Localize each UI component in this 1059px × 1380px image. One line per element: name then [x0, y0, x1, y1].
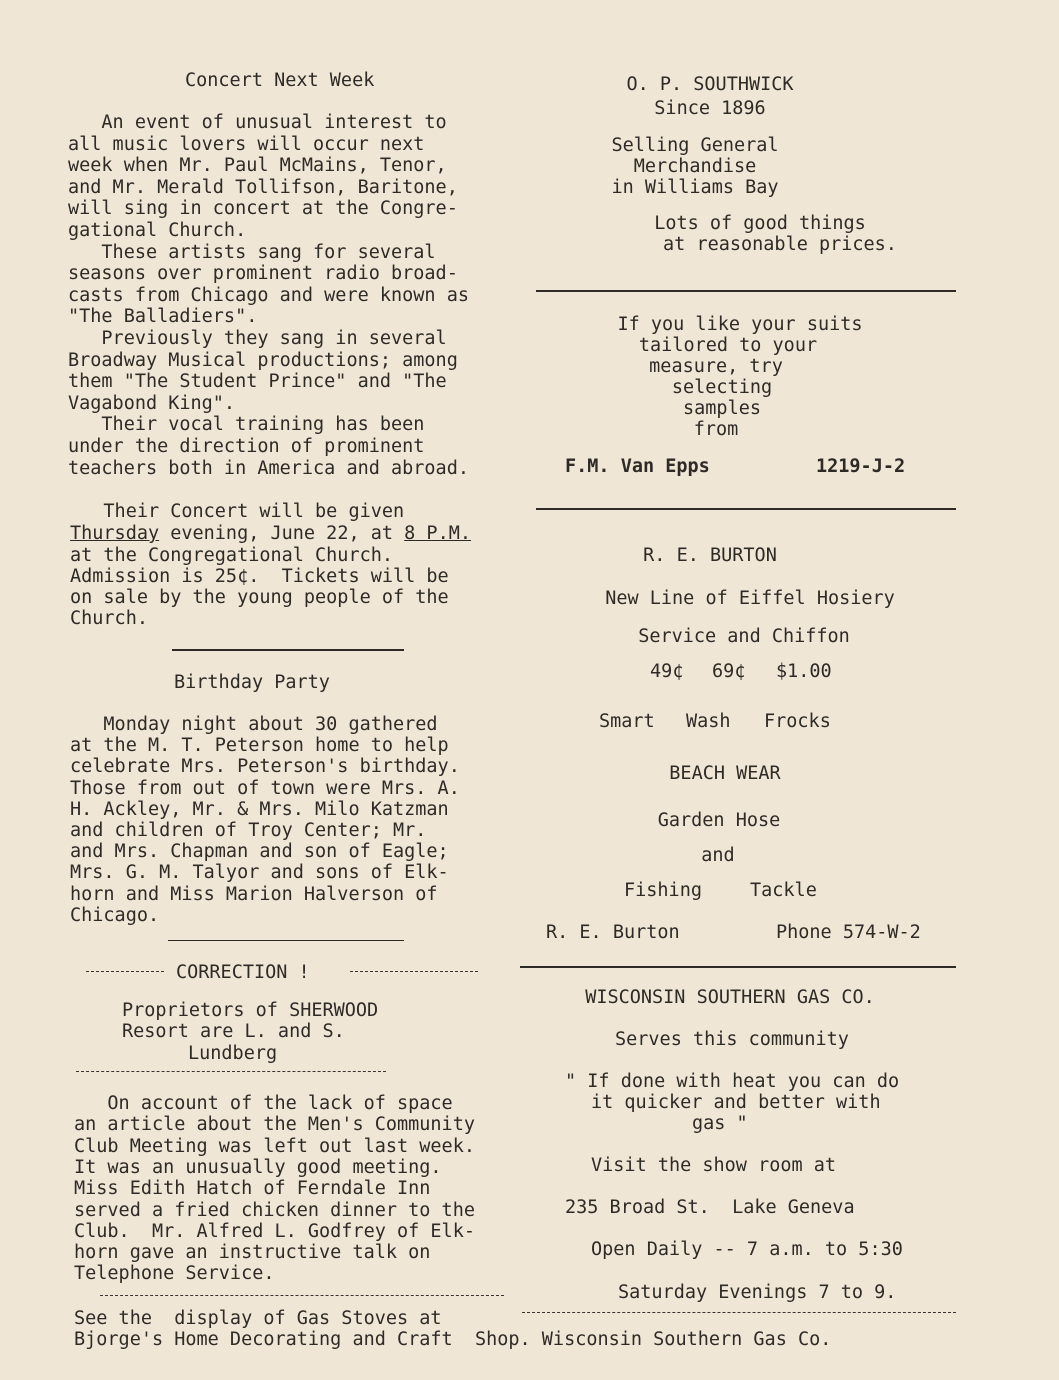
concert-closing-line-4: Admission is 25¢. Tickets will be — [70, 566, 449, 587]
divider — [520, 966, 956, 968]
burton-name: R. E. BURTON — [643, 545, 777, 566]
vanepps-line-5: samples — [683, 398, 761, 419]
concert-line: all music lovers will occur next — [68, 133, 425, 155]
concert-time: 8 P.M. — [404, 523, 471, 544]
burton-frocks-1: Smart — [599, 711, 655, 732]
club-line: Club. Mr. Alfred L. Godfrey of Elk- — [74, 1220, 475, 1242]
divider — [168, 940, 404, 941]
concert-line: gational Church. — [68, 220, 247, 241]
gas-hours: Open Daily -- 7 a.m. to 5:30 — [591, 1239, 903, 1260]
vanepps-line-3: measure, try — [649, 356, 783, 377]
concert-line: These artists sang for several — [68, 241, 436, 263]
southwick-tag-1: Lots of good things — [654, 213, 866, 234]
burton-price-1: 49¢ — [650, 661, 684, 682]
burton-hosiery: New Line of Eiffel Hosiery — [605, 588, 895, 609]
correction-line-3: Lundberg — [188, 1043, 278, 1064]
club-line: an article about the Men's Community — [74, 1114, 475, 1136]
correction-heading: CORRECTION ! — [176, 962, 310, 983]
club-line: It was an unusually good meeting. — [74, 1156, 442, 1178]
gas-quote-3: gas " — [692, 1113, 748, 1134]
dashed-rule — [86, 971, 164, 972]
southwick-since: Since 1896 — [654, 98, 766, 119]
concert-closing-line-2 — [70, 523, 471, 544]
concert-line: and Mr. Merald Tollifson, Baritone, — [68, 176, 458, 198]
dashed-rule — [100, 1295, 504, 1296]
divider — [536, 508, 956, 510]
birthday-line: celebrate Mrs. Peterson's birthday. — [70, 756, 460, 778]
birthday-heading: Birthday Party — [174, 672, 330, 693]
concert-line: "The Balladiers". — [68, 306, 258, 328]
burton-price-3: $1.00 — [776, 661, 832, 682]
birthday-line: Those from out of town were Mrs. A. — [70, 777, 460, 799]
dashed-rule — [350, 971, 478, 972]
concert-line: teachers both in America and abroad. — [68, 457, 469, 479]
birthday-line: Chicago. — [70, 904, 160, 926]
gas-saturday: Saturday Evenings 7 to 9. — [618, 1282, 897, 1303]
birthday-line: Mrs. G. M. Talyor and sons of Elk- — [70, 862, 449, 884]
club-line: served a fried chicken dinner to the — [74, 1199, 475, 1221]
divider — [172, 649, 404, 651]
gas-quote-1: " If done with heat you can do — [565, 1071, 900, 1092]
vanepps-line-6: from — [693, 419, 739, 440]
burton-phone: Phone 574-W-2 — [776, 922, 921, 943]
concert-heading: Concert Next Week — [185, 70, 375, 91]
vanepps-line-4: selecting — [671, 377, 773, 398]
concert-line: Previously they sang in several — [68, 328, 447, 349]
birthday-line: H. Ackley, Mr. & Mrs. Milo Katzman — [70, 798, 449, 820]
vanepps-line-2: tailored to your — [638, 335, 818, 356]
concert-closing-line-1: Their Concert will be given — [70, 501, 405, 522]
burton-fishing-1: Fishing — [624, 880, 702, 901]
club-line: Telephone Service. — [74, 1263, 275, 1285]
burton-and: and — [701, 845, 735, 866]
concert-line: seasons over prominent radio broad- — [68, 263, 458, 285]
birthday-line: horn and Miss Marion Halverson of — [70, 883, 438, 905]
southwick-tag-2: at reasonable prices. — [663, 234, 897, 255]
birthday-line: and Mrs. Chapman and son of Eagle; — [70, 841, 449, 863]
concert-line: Their vocal training has been — [68, 414, 425, 436]
club-line: horn gave an instructive talk on — [74, 1242, 431, 1264]
club-line: Club Meeting was left out last week. — [74, 1135, 475, 1157]
concert-closing-line-5: on sale by the young people of the — [70, 587, 449, 608]
footer-line-1: See the display of Gas Stoves at — [74, 1308, 442, 1329]
footer-line-2: Bjorge's Home Decorating and Craft Shop. Wisconsin Southern Gas Co. — [74, 1329, 832, 1350]
club-line: On account of the lack of space — [74, 1093, 453, 1114]
concert-line: under the direction of prominent — [68, 436, 425, 457]
dashed-rule — [76, 1071, 386, 1072]
concert-date-text: evening, June 22, at — [159, 523, 405, 544]
burton-fishing-2: Tackle — [750, 880, 817, 901]
dashed-rule — [522, 1312, 956, 1313]
concert-line: An event of unusual interest to — [68, 112, 447, 133]
vanepps-line-1: If you like your suits — [617, 314, 863, 335]
burton-beach: BEACH WEAR — [669, 763, 781, 784]
gas-name: WISCONSIN SOUTHERN GAS CO. — [585, 987, 875, 1008]
gas-serves: Serves this community — [615, 1029, 849, 1050]
vanepps-phone: 1219-J-2 — [816, 456, 906, 477]
birthday-line: and children of Troy Center; Mr. — [70, 820, 427, 841]
correction-line-1: Proprietors of SHERWOOD — [122, 1000, 379, 1021]
concert-closing-line-6: Church. — [70, 608, 148, 629]
gas-quote-2: it quicker and better with — [591, 1092, 881, 1113]
burton-garden: Garden Hose — [657, 810, 781, 831]
burton-signature: R. E. Burton — [546, 922, 680, 943]
concert-day: Thursday — [70, 523, 160, 544]
southwick-line-1: Selling General — [611, 135, 779, 156]
club-line: Miss Edith Hatch of Ferndale Inn — [74, 1178, 431, 1200]
birthday-line: Monday night about 30 gathered — [70, 714, 438, 735]
birthday-line: at the M. T. Peterson home to help — [70, 735, 449, 757]
concert-line: Broadway Musical productions; among — [68, 349, 458, 371]
southwick-name: O. P. SOUTHWICK — [626, 74, 794, 95]
vanepps-name: F.M. Van Epps — [565, 456, 710, 477]
gas-visit: Visit the show room at — [591, 1155, 837, 1176]
concert-line: them "The Student Prince" and "The — [68, 371, 447, 393]
divider — [536, 290, 956, 292]
concert-line: casts from Chicago and were known as — [68, 284, 469, 306]
burton-types: Service and Chiffon — [638, 626, 850, 647]
southwick-line-3: in Williams Bay — [611, 177, 779, 198]
gas-address: 235 Broad St. Lake Geneva — [565, 1197, 855, 1218]
correction-line-2: Resort are L. and S. — [122, 1021, 345, 1042]
concert-line: week when Mr. Paul McMains, Tenor, — [68, 155, 447, 177]
concert-closing-line-3: at the Congregational Church. — [70, 545, 394, 566]
burton-price-2: 69¢ — [712, 661, 746, 682]
burton-frocks-2: Wash — [686, 711, 731, 732]
concert-line: Vagabond King". — [68, 392, 236, 414]
burton-frocks-3: Frocks — [764, 711, 831, 732]
southwick-line-2: Merchandise — [633, 156, 757, 177]
concert-line: will sing in concert at the Congre- — [68, 198, 458, 220]
